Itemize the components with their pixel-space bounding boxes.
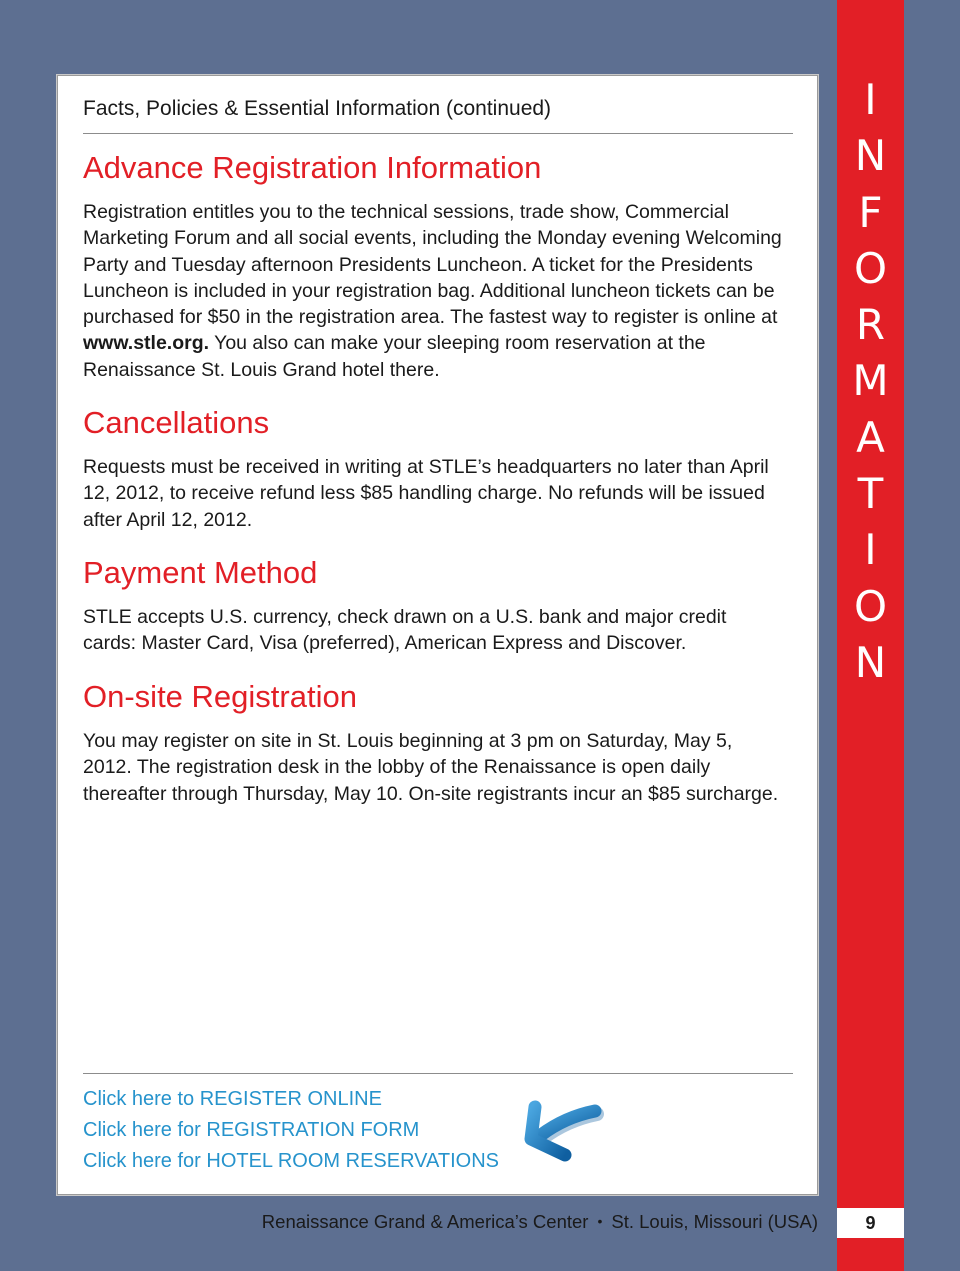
- side-letter: O: [853, 581, 888, 631]
- body-text: Registration entitles you to the technical sessions, trade show, Commercial Marketing Forum and all social events, including the Monday evening Welcoming Party and Tuesday afternoon Presidents Luncheon. A ticket for the Presidents Luncheon is included in your registration bag. Additional luncheon tickets can be purchased for $50 in the registration area. The fastest way to register is online at: [83, 201, 782, 329]
- registration-form-link[interactable]: Click here for REGISTRATION FORM: [83, 1119, 420, 1141]
- register-online-link[interactable]: Click here to REGISTER ONLINE: [83, 1088, 382, 1110]
- side-letter: R: [855, 300, 886, 350]
- side-letter: I: [864, 75, 877, 124]
- section-body-payment-method: STLE accepts U.S. currency, check drawn on a U.S. bank and major credit cards: Master Card, Visa (preferred), American Express and Discover.: [83, 606, 727, 655]
- footer-separator: •: [597, 1213, 603, 1229]
- section-body-cancellations: Requests must be received in writing at STLE’s headquarters no later than April 12, 2012, to receive refund less $85 handling charge. No refunds will be issued after April 12, 2012.: [83, 456, 769, 531]
- side-letter: F: [858, 187, 883, 237]
- side-letter: O: [853, 243, 888, 293]
- side-letter: A: [856, 412, 885, 462]
- header-divider: [83, 133, 793, 134]
- links-divider: [83, 1073, 793, 1074]
- arrow-left-icon: [515, 1093, 610, 1173]
- footer-location: St. Louis, Missouri (USA): [611, 1211, 818, 1232]
- footer: [262, 1211, 818, 1233]
- section-body-onsite-registration: You may register on site in St. Louis beginning at 3 pm on Saturday, May 5, 2012. The registration desk in the lobby of the Renaissance is open daily thereafter through Thursday, May 10. On-site registrants incur an $85 surcharge.: [83, 730, 779, 805]
- side-letter: M: [852, 356, 889, 406]
- section-body-advance-registration: [83, 199, 795, 383]
- footer-venue: Renaissance Grand & America’s Center: [261, 1211, 589, 1232]
- section-heading-advance-registration: Advance Registration Information: [83, 150, 542, 185]
- website-link-text: www.stle.org.: [83, 332, 210, 355]
- side-letter: I: [864, 525, 877, 575]
- side-banner-letters: [837, 72, 904, 691]
- side-letter: N: [854, 637, 887, 687]
- section-heading-payment-method: Payment Method: [83, 555, 318, 590]
- side-letter: T: [857, 469, 884, 519]
- section-heading-cancellations: Cancellations: [83, 405, 270, 440]
- side-letter: N: [854, 131, 887, 181]
- page-number: 9: [837, 1208, 904, 1238]
- hotel-reservations-link[interactable]: Click here for HOTEL ROOM RESERVATIONS: [83, 1150, 500, 1172]
- body-text: You also can make your sleeping room reservation at the Renaissance St. Louis Grand hotel there.: [83, 332, 706, 381]
- section-heading-onsite-registration: On-site Registration: [83, 679, 357, 714]
- page-title: Facts, Policies & Essential Information (continued): [83, 97, 552, 120]
